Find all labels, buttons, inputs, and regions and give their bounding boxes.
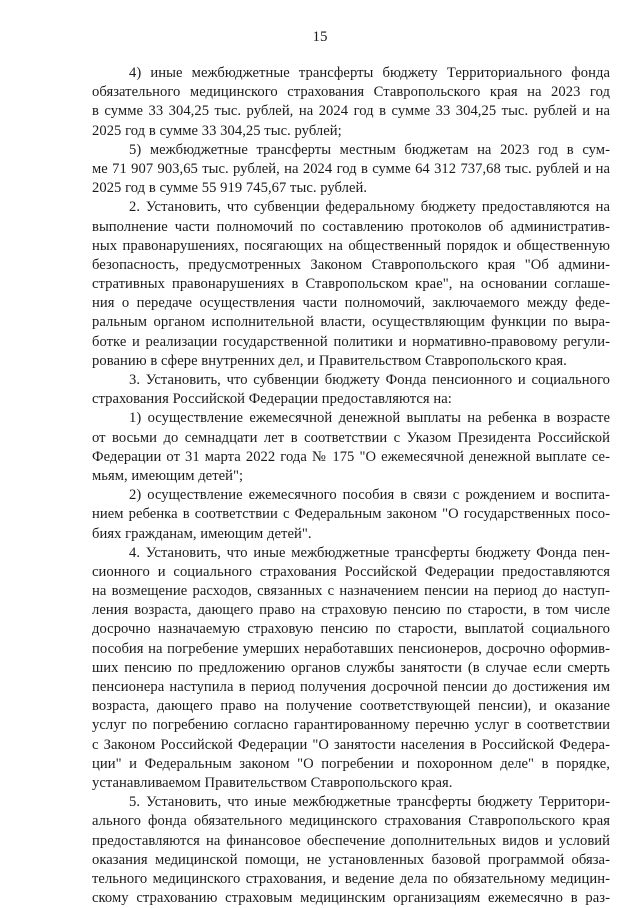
- text-line: 2025 год в сумме 33 304,25 тыс. рублей;: [92, 122, 342, 139]
- text-line: ральным органом исполнительной власти, осуществляющим функции по выра-: [92, 314, 610, 331]
- text-line: ших пенсию по предложению органов службы занятости (в случае если смерть: [92, 659, 610, 676]
- text-line: оказания медицинской помощи, не установленных базовой программой обяза-: [92, 851, 610, 868]
- text-line: сионного и социального страхования Российской Федерации предоставляются: [92, 563, 610, 580]
- text-line: ления возраста, дающего право на страховую пенсию по старости, в том числе: [92, 602, 610, 619]
- text-line: обязательного медицинского страхования Ставропольского края на 2023 год: [92, 84, 610, 101]
- text-line: досрочно назначаемую страховую пенсию по старости, выплатой социального: [92, 621, 610, 638]
- text-line: 2025 год в сумме 55 919 745,67 тыс. рублей.: [92, 180, 368, 197]
- text-line: рованию в сфере внутренних дел, и Правительством Ставропольского края.: [92, 352, 567, 369]
- text-line: ального фонда обязательного медицинского страхования Ставропольского края: [92, 813, 610, 830]
- text-line: пособия на погребение умерших неработавших пенсионеров, досрочно оформив-: [92, 640, 610, 657]
- text-line: устанавливаемом Правительством Ставропольского края.: [92, 774, 453, 791]
- text-line: 4) иные межбюджетные трансферты бюджету Территориального фонда: [129, 65, 610, 81]
- text-line: ме 71 907 903,65 тыс. рублей, на 2024 год в сумме 64 312 737,68 тыс. рублей и на: [92, 160, 610, 177]
- text-line: 2. Установить, что субвенции федеральному бюджету предоставляются на: [129, 199, 610, 216]
- text-line: 2) осуществление ежемесячного пособия в связи с рождением и воспита-: [129, 487, 610, 504]
- text-line: 4. Установить, что иные межбюджетные трансферты бюджету Фонда пен-: [129, 544, 610, 561]
- text-line: от восьми до семнадцати лет в соответствии с Указом Президента Российской: [92, 429, 610, 446]
- page-number: 15: [312, 29, 328, 45]
- text-line: нием ребенка в соответствии с Федеральным законом "О государственных посо-: [92, 506, 610, 523]
- text-line: 5. Установить, что иные межбюджетные трансферты бюджету Территори-: [129, 794, 610, 811]
- text-line: пенсионера наступила в период получения досрочной пенсии до достижения им: [92, 679, 610, 695]
- text-line: ных правонарушениях, посягающих на общественный порядок и общественную: [92, 237, 610, 254]
- document-body: [92, 64, 610, 908]
- text-line: выполнение части полномочий по составлению протоколов об административ-: [92, 218, 610, 235]
- text-line: ции" и Федеральным законом "О погребении и похоронном деле" в порядке,: [92, 755, 610, 772]
- text-line: 1) осуществление ежемесячной денежной выплаты на ребенка в возрасте: [129, 410, 610, 427]
- text-line: услуг по погребению согласно гарантированному перечню услуг в соответствии: [92, 717, 610, 734]
- text-line: возраста, дающего право на получение соответствующей пенсии), и оказание: [92, 698, 610, 715]
- text-line: тельного медицинского страхования, и ведение дела по обязательному медицин-: [92, 870, 610, 887]
- text-line: с Законом Российской Федерации "О занятости населения в Российской Федера-: [92, 736, 610, 753]
- text-line: ботке и реализации государственной политики и нормативно-правовому регули-: [92, 333, 610, 350]
- text-line: скому страхованию страховым медицинским организациям ежемесячно в раз-: [92, 890, 610, 907]
- text-line: 5) межбюджетные трансферты местным бюджетам на 2023 год в сум-: [129, 141, 610, 158]
- text-line: стративных правонарушениях в Ставропольском крае", на основании соглаше-: [92, 276, 610, 293]
- text-line: в сумме 33 304,25 тыс. рублей, на 2024 год в сумме 33 304,25 тыс. рублей и на: [92, 103, 610, 120]
- text-line: мьям, имеющим детей";: [92, 467, 244, 484]
- text-line: 3. Установить, что субвенции бюджету Фонда пенсионного и социального: [129, 372, 610, 388]
- text-line: Федерации от 31 марта 2022 года № 175 "О ежемесячной денежной выплате се-: [92, 448, 610, 465]
- text-line: безопасность, предусмотренных Законом Ставропольского края "Об админи-: [92, 256, 610, 273]
- text-line: предоставляются на финансовое обеспечение дополнительных видов и условий: [92, 832, 610, 849]
- text-line: на возмещение расходов, связанных с назначением пенсии на период до наступ-: [92, 583, 610, 600]
- text-line: ния о передаче осуществления части полномочий, заключаемого между феде-: [92, 295, 610, 312]
- text-line: биях гражданам, имеющим детей".: [92, 525, 312, 542]
- text-line: страхования Российской Федерации предоставляются на:: [92, 391, 452, 408]
